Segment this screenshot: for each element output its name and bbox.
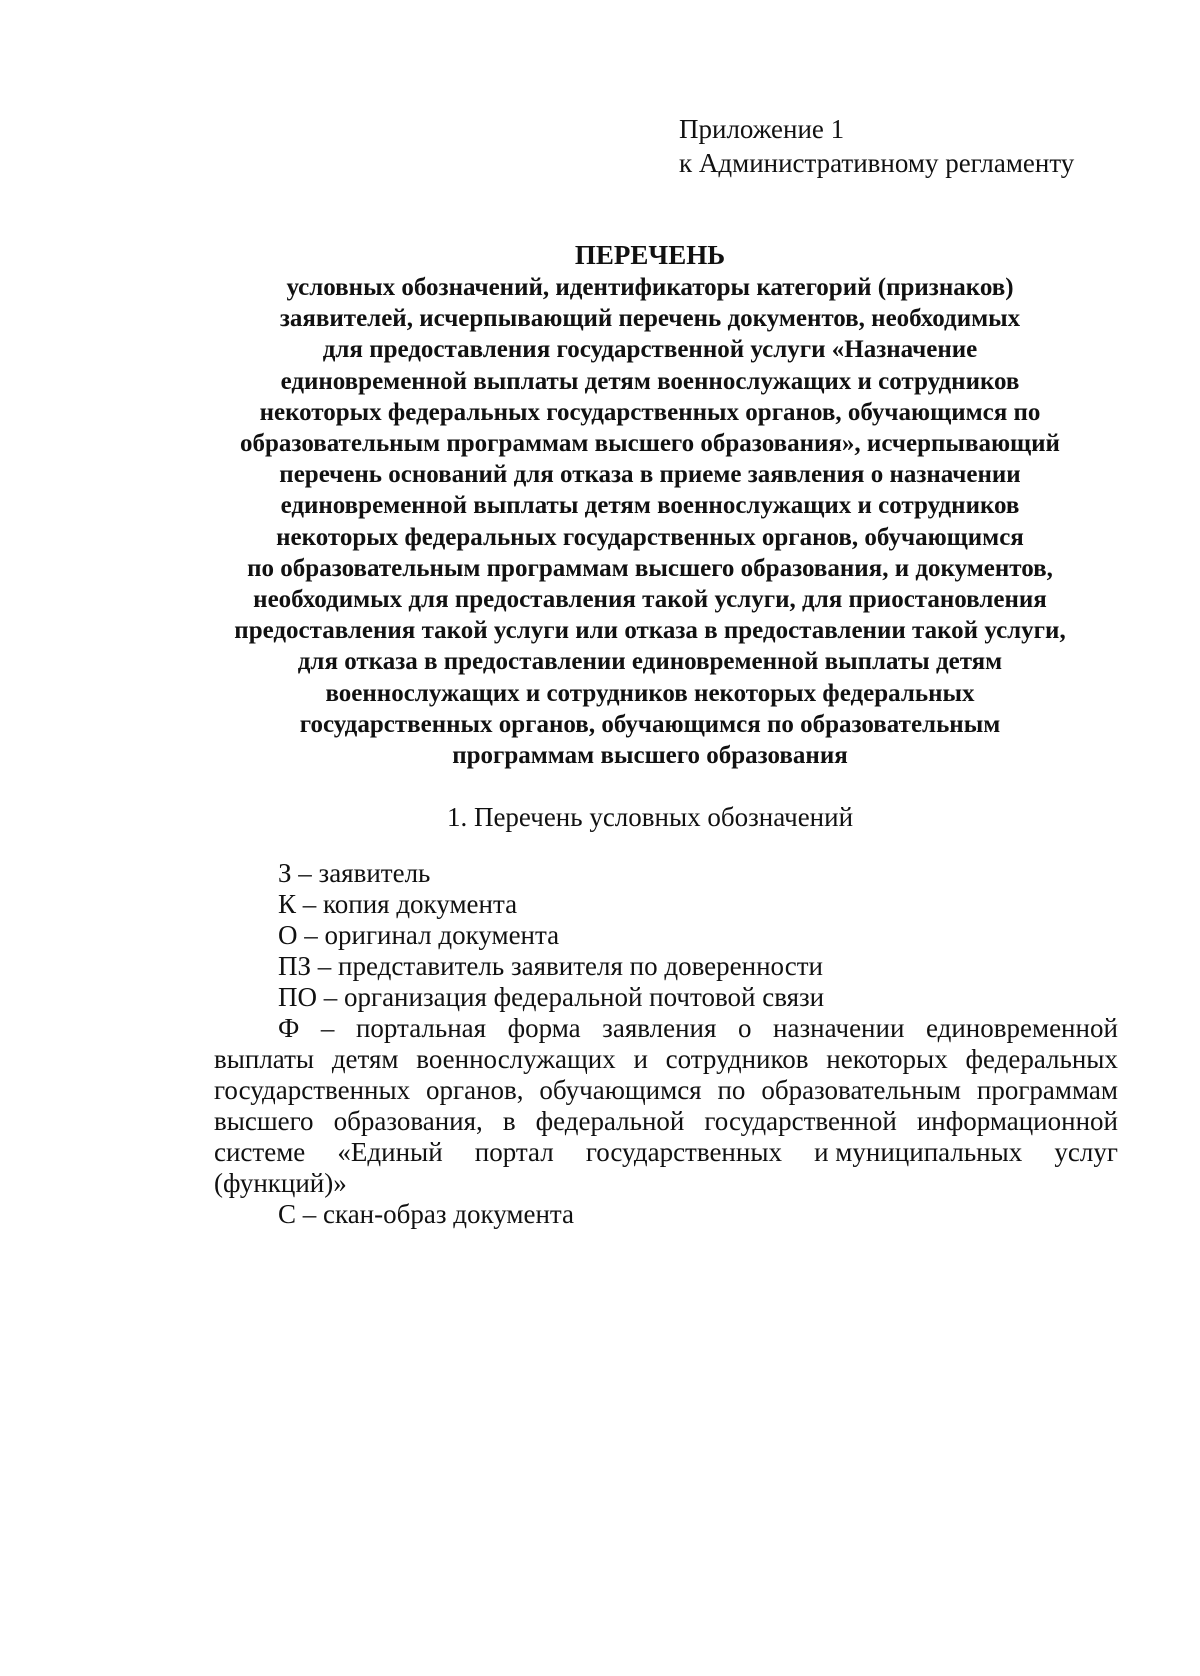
legend-justified-line bbox=[214, 1013, 1118, 1044]
word: программам bbox=[976, 1075, 1118, 1105]
word: органов, bbox=[426, 1075, 524, 1105]
appendix-number: Приложение 1 bbox=[679, 114, 845, 144]
title-line: единовременной выплаты детям военнослужащих и сотрудников bbox=[280, 367, 1020, 395]
word: детям bbox=[331, 1044, 399, 1074]
word: государственных bbox=[585, 1137, 782, 1167]
appendix-regulation: к Административному регламенту bbox=[679, 148, 1075, 178]
word: по bbox=[717, 1075, 746, 1105]
title-line: заявителей, исчерпывающий перечень документов, необходимых bbox=[279, 305, 1021, 333]
title-line: единовременной выплаты детям военнослужащих и сотрудников bbox=[280, 492, 1020, 520]
legend-item-original: О – оригинал документа bbox=[278, 920, 560, 950]
word: образования, bbox=[333, 1106, 483, 1136]
word: выплаты bbox=[214, 1044, 315, 1074]
word: портальная bbox=[355, 1013, 487, 1043]
title-heading: ПЕРЕЧЕНЬ bbox=[574, 240, 726, 270]
legend-justified-line bbox=[214, 1075, 1118, 1106]
word: сотрудников bbox=[665, 1044, 809, 1074]
word: – bbox=[320, 1013, 335, 1043]
word: назначении bbox=[773, 1013, 905, 1043]
title-line: для отказа в предоставлении единовременной выплаты детям bbox=[297, 648, 1003, 676]
word: Ф bbox=[278, 1013, 300, 1043]
word: федеральных bbox=[965, 1044, 1118, 1074]
section-heading: 1. Перечень условных обозначений bbox=[446, 802, 854, 832]
word: в bbox=[502, 1106, 516, 1136]
word: государственной bbox=[704, 1106, 897, 1136]
title-line: необходимых для предоставления такой услуги, для приостановления bbox=[253, 586, 1047, 614]
word: государственных bbox=[214, 1075, 411, 1105]
legend-item-representative: ПЗ – представитель заявителя по доверенности bbox=[278, 951, 823, 981]
title-line: условных обозначений, идентификаторы категорий (признаков) bbox=[286, 274, 1014, 301]
title-line: перечень оснований для отказа в приеме заявления о назначении bbox=[279, 461, 1021, 489]
word: портал bbox=[474, 1137, 554, 1167]
word: образовательным bbox=[761, 1075, 961, 1105]
title-line: для предоставления государственной услуги «Назначение bbox=[322, 336, 978, 364]
word: «Единый bbox=[337, 1137, 443, 1167]
title-line: предоставления такой услуги или отказа в предоставлении такой услуги, bbox=[234, 617, 1066, 645]
title-line: по образовательным программам высшего образования, и документов, bbox=[247, 554, 1053, 582]
legend-list bbox=[278, 858, 824, 1013]
word: системе bbox=[214, 1137, 306, 1167]
word: федеральной bbox=[535, 1106, 685, 1136]
word: военнослужащих bbox=[416, 1044, 616, 1074]
word: и bbox=[633, 1044, 648, 1074]
word: о bbox=[737, 1013, 752, 1043]
word: форма bbox=[507, 1013, 581, 1043]
word: обучающимся bbox=[539, 1075, 702, 1105]
word: заявления bbox=[602, 1013, 717, 1043]
word: единовременной bbox=[925, 1013, 1118, 1043]
legend-item-applicant: З – заявитель bbox=[278, 858, 431, 888]
legend-item-portal-form bbox=[214, 1013, 1118, 1199]
document-title bbox=[150, 238, 1150, 771]
legend-item-scan: С – скан-образ документа bbox=[278, 1199, 575, 1229]
legend-item-post: ПО – организация федеральной почтовой связи bbox=[278, 982, 825, 1012]
word: (функций)» bbox=[214, 1168, 347, 1198]
legend-justified-line bbox=[214, 1106, 1118, 1137]
title-line: некоторых федеральных государственных органов, обучающимся bbox=[276, 523, 1024, 551]
title-line: государственных органов, обучающимся по образовательным bbox=[299, 710, 1001, 738]
appendix-reference bbox=[679, 112, 1074, 180]
legend-justified-line bbox=[214, 1137, 1118, 1168]
title-line: образовательным программам высшего образования», исчерпывающий bbox=[240, 430, 1060, 458]
title-line: некоторых федеральных государственных органов, обучающимся по bbox=[259, 398, 1041, 426]
word: услуг bbox=[1054, 1137, 1118, 1167]
word: высшего bbox=[214, 1106, 314, 1136]
title-line: программам высшего образования bbox=[452, 742, 848, 770]
legend-justified-line bbox=[214, 1044, 1118, 1075]
word: информационной bbox=[916, 1106, 1118, 1136]
legend-justified-line bbox=[214, 1168, 1118, 1199]
legend-item-copy: К – копия документа bbox=[278, 889, 518, 919]
title-line: военнослужащих и сотрудников некоторых федеральных bbox=[325, 679, 975, 707]
word: и муниципальных bbox=[814, 1137, 1023, 1167]
word: некоторых bbox=[826, 1044, 948, 1074]
